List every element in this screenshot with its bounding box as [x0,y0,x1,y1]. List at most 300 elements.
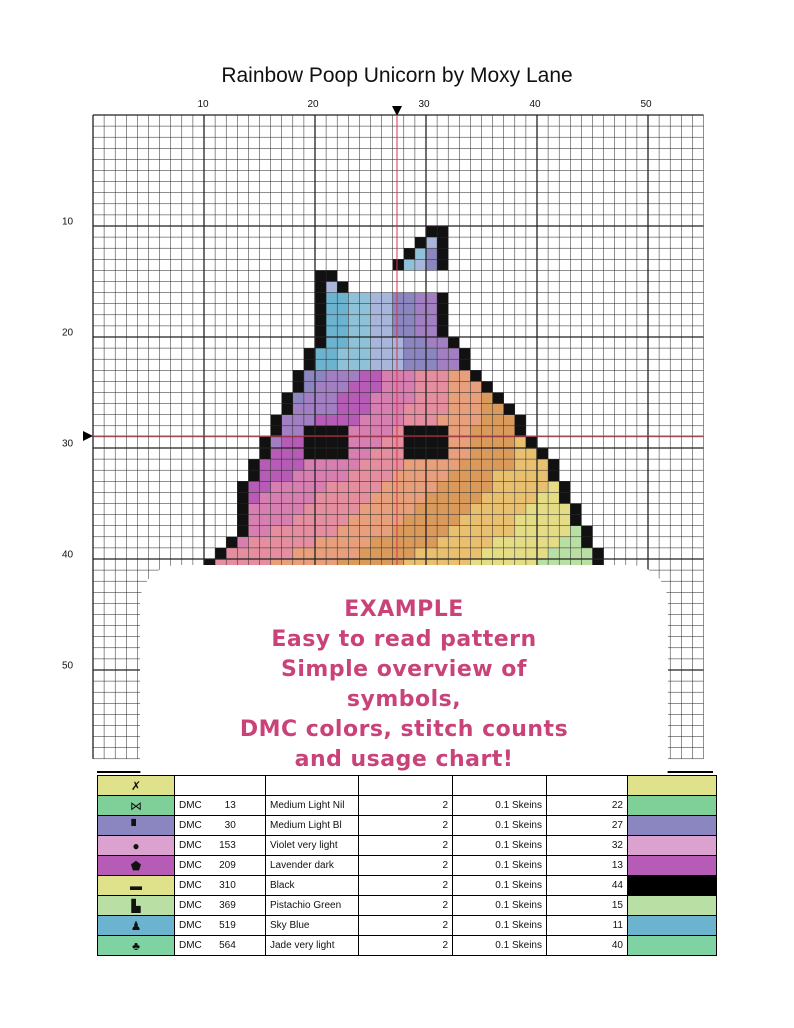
stitch-cell [548,537,559,548]
stitch-cell [393,537,404,548]
legend-floss-cell [175,916,266,936]
stitch-cell [515,426,526,437]
stitch-cell [359,404,370,415]
stitch-cell [326,370,337,381]
stitch-cell [482,515,493,526]
stitch-cell [459,492,470,503]
stitch-cell [426,237,437,248]
callout-line: and usage chart! [294,747,514,772]
stitch-cell [359,293,370,304]
stitch-cell [260,459,271,470]
stitch-cell [271,515,282,526]
stitch-cell [404,259,415,270]
stitch-cell [504,459,515,470]
stitch-cell [382,381,393,392]
stitch-cell [448,492,459,503]
stitch-cell [415,370,426,381]
stitch-cell [470,481,481,492]
stitch-cell [393,548,404,559]
stitch-cell [515,481,526,492]
stitch-cell [326,548,337,559]
eye-stitch [415,448,426,459]
legend-symbol-cell [98,936,175,956]
stitch-cell [459,459,470,470]
legend-color-swatch [628,796,717,816]
stitch-cell [382,459,393,470]
stitch-cell [326,393,337,404]
stitch-cell [293,426,304,437]
stitch-cell [526,437,537,448]
stitch-cell [315,537,326,548]
legend-stitch-count: 22 [547,796,628,816]
stitch-cell [482,526,493,537]
eye-stitch [426,426,437,437]
stitch-cell [426,370,437,381]
stitch-cell [437,537,448,548]
stitch-cell [359,415,370,426]
eye-stitch [415,437,426,448]
stitch-cell [293,459,304,470]
stitch-cell [260,481,271,492]
stitch-cell [448,515,459,526]
legend-strands [359,776,453,796]
stitch-cell [470,370,481,381]
legend-row [98,776,717,796]
stitch-cell [404,370,415,381]
stitch-cell [459,393,470,404]
stitch-cell [359,548,370,559]
stitch-cell [348,404,359,415]
stitch-cell [359,448,370,459]
stitch-cell [337,293,348,304]
stitch-cell [304,393,315,404]
stitch-cell [260,504,271,515]
stitch-cell [371,304,382,315]
stitch-cell [437,293,448,304]
eye-stitch [437,448,448,459]
stitch-cell [393,448,404,459]
stitch-cell [348,415,359,426]
stitch-cell [326,348,337,359]
legend-skeins: 0.1 Skeins [453,796,547,816]
stitch-cell [482,504,493,515]
stitch-cell [348,304,359,315]
stitch-cell [382,470,393,481]
legend-skeins: 0.1 Skeins [453,896,547,916]
stitch-cell [271,437,282,448]
stitch-cell [371,492,382,503]
stitch-cell [348,359,359,370]
stitch-cell [371,293,382,304]
stitch-cell [470,393,481,404]
stitch-cell [437,259,448,270]
legend-color-swatch [628,856,717,876]
stitch-cell [315,526,326,537]
eye-stitch [337,426,348,437]
stitch-cell [437,481,448,492]
stitch-cell [559,537,570,548]
stitch-cell [293,393,304,404]
legend-color-swatch [628,836,717,856]
stitch-cell [393,304,404,315]
x-axis-label: 50 [640,99,652,110]
legend-floss-number: 13 [224,800,236,811]
stitch-cell [282,481,293,492]
stitch-cell [315,337,326,348]
stitch-cell [393,459,404,470]
stitch-cell [393,315,404,326]
stitch-cell [593,548,604,559]
legend-floss-number: 153 [219,840,236,851]
stitch-cell [282,515,293,526]
stitch-cell [348,448,359,459]
stitch-cell [426,404,437,415]
stitch-cell [470,537,481,548]
stitch-cell [293,448,304,459]
callout-line: Easy to read pattern [271,627,537,652]
stitch-cell [448,437,459,448]
stitch-cell [293,481,304,492]
stitch-cell [293,526,304,537]
stitch-cell [415,459,426,470]
stitch-cell [348,504,359,515]
stitch-cell [493,526,504,537]
stitch-cell [448,359,459,370]
stitch-cell [448,348,459,359]
stitch-cell [515,515,526,526]
stitch-cell [304,492,315,503]
stitch-cell [526,515,537,526]
stitch-cell [404,481,415,492]
stitch-cell [482,548,493,559]
legend-skeins: 0.1 Skeins [453,936,547,956]
callout-line: DMC colors, stitch counts [239,717,569,742]
stitch-cell [359,337,370,348]
legend-strands: 2 [359,856,453,876]
stitch-cell [326,315,337,326]
eye-stitch [404,426,415,437]
stitch-cell [248,515,259,526]
stitch-cell [282,504,293,515]
stitch-cell [459,526,470,537]
stitch-cell [337,526,348,537]
stitch-cell [304,359,315,370]
stitch-cell [448,415,459,426]
stitch-cell [348,337,359,348]
stitch-cell [415,381,426,392]
stitch-cell [559,481,570,492]
stitch-cell [404,381,415,392]
legend-color-name: Jade very light [266,936,359,956]
stitch-cell [493,415,504,426]
stitch-cell [515,459,526,470]
stitch-cell [426,515,437,526]
stitch-cell [548,470,559,481]
stitch-cell [304,415,315,426]
stitch-cell [337,304,348,315]
stitch-cell [470,515,481,526]
stitch-cell [537,504,548,515]
legend-strands: 2 [359,916,453,936]
stitch-cell [248,492,259,503]
eye-stitch [326,426,337,437]
stitch-cell [348,348,359,359]
stitch-cell [237,537,248,548]
eye-stitch [315,426,326,437]
legend-brand: DMC [179,940,202,951]
legend-symbol-cell [98,776,175,796]
stitch-cell [260,437,271,448]
stitch-cell [393,526,404,537]
stitch-cell [359,426,370,437]
stitch-cell [415,248,426,259]
stitch-cell [326,304,337,315]
stitch-cell [437,304,448,315]
stitch-cell [337,481,348,492]
stitch-cell [282,404,293,415]
stitch-cell [359,304,370,315]
stitch-cell [504,481,515,492]
stitch-cell [337,459,348,470]
stitch-cell [493,470,504,481]
stitch-cell [271,548,282,559]
stitch-cell [371,359,382,370]
eye-stitch [437,426,448,437]
stitch-cell [437,226,448,237]
legend-row [98,876,717,896]
stitch-cell [515,448,526,459]
stitch-cell [548,526,559,537]
stitch-cell [337,315,348,326]
stitch-cell [326,404,337,415]
stitch-cell [470,504,481,515]
legend-symbol-cell [98,896,175,916]
stitch-cell [271,459,282,470]
stitch-cell [393,393,404,404]
stitch-cell [426,226,437,237]
stitch-cell [404,348,415,359]
stitch-cell [448,381,459,392]
stitch-cell [459,515,470,526]
stitch-cell [359,348,370,359]
stitch-cell [426,415,437,426]
stitch-cell [404,337,415,348]
stitch-cell [348,437,359,448]
stitch-cell [493,393,504,404]
stitch-cell [493,548,504,559]
stitch-cell [393,426,404,437]
stitch-cell [515,526,526,537]
stitch-cell [515,492,526,503]
stitch-cell [337,415,348,426]
stitch-cell [393,437,404,448]
legend-color-swatch [628,876,717,896]
stitch-cell [282,448,293,459]
stitch-cell [371,437,382,448]
legend-floss-cell [175,816,266,836]
stitch-cell [393,359,404,370]
stitch-cell [493,459,504,470]
legend-skeins: 0.1 Skeins [453,816,547,836]
stitch-cell [482,481,493,492]
legend-floss-number: 564 [219,940,236,951]
stitch-cell [382,393,393,404]
stitch-cell [382,337,393,348]
stitch-cell [326,537,337,548]
stitch-cell [493,537,504,548]
eye-stitch [415,426,426,437]
stitch-cell [293,548,304,559]
stitch-cell [526,537,537,548]
stitch-cell [371,370,382,381]
stitch-cell [337,504,348,515]
stitch-cell [448,481,459,492]
stitch-cell [271,470,282,481]
stitch-cell [304,381,315,392]
stitch-cell [482,381,493,392]
stitch-cell [382,426,393,437]
stitch-cell [448,393,459,404]
stitch-cell [493,481,504,492]
stitch-cell [459,448,470,459]
stitch-cell [493,504,504,515]
stitch-cell [315,270,326,281]
stitch-cell [426,393,437,404]
stitch-cell [570,515,581,526]
stitch-cell [470,426,481,437]
stitch-cell [515,437,526,448]
stitch-cell [504,404,515,415]
stitch-cell [348,326,359,337]
legend-skeins: 0.1 Skeins [453,856,547,876]
legend-symbol-cell [98,916,175,936]
legend-skeins: 0.1 Skeins [453,836,547,856]
stitch-cell [470,548,481,559]
stitch-cell [371,526,382,537]
legend-stitch-count: 15 [547,896,628,916]
stitch-cell [559,526,570,537]
eye-stitch [326,437,337,448]
stitch-cell [470,404,481,415]
stitch-cell [348,370,359,381]
stitch-cell [404,248,415,259]
stitch-cell [382,492,393,503]
stitch-cell [260,470,271,481]
stitch-cell [304,470,315,481]
stitch-cell [470,526,481,537]
stitch-cell [526,526,537,537]
legend-floss-cell [175,836,266,856]
stitch-cell [282,426,293,437]
stitch-cell [371,470,382,481]
legend-color-name: Medium Light Bl [266,816,359,836]
stitch-cell [448,459,459,470]
stitch-cell [260,448,271,459]
stitch-cell [415,526,426,537]
legend-floss-cell [175,856,266,876]
stitch-cell [526,459,537,470]
stitch-cell [282,437,293,448]
eye-stitch [304,437,315,448]
stitch-cell [393,326,404,337]
stitch-cell [393,504,404,515]
legend-symbol-cell [98,856,175,876]
y-axis-label: 50 [62,660,74,672]
stitch-cell [426,337,437,348]
stitch-cell [515,504,526,515]
stitch-cell [371,348,382,359]
stitch-cell [404,459,415,470]
stitch-cell [337,548,348,559]
legend-strands: 2 [359,796,453,816]
stitch-cell [359,526,370,537]
eye-stitch [337,437,348,448]
stitch-cell [559,492,570,503]
legend-floss-number: 30 [224,820,236,831]
stitch-cell [248,526,259,537]
stitch-cell [337,337,348,348]
stitch-cell [282,470,293,481]
stitch-cell [459,470,470,481]
legend-floss-number: 209 [219,860,236,871]
stitch-cell [482,404,493,415]
stitch-cell [282,459,293,470]
stitch-cell [315,492,326,503]
stitch-cell [326,526,337,537]
stitch-cell [371,459,382,470]
stitch-cell [393,381,404,392]
stitch-cell [504,492,515,503]
stitch-cell [348,470,359,481]
legend-stitch-count [547,776,628,796]
stitch-cell [315,515,326,526]
stitch-cell [260,537,271,548]
legend-floss-cell [175,876,266,896]
stitch-cell [459,437,470,448]
stitch-cell [448,504,459,515]
stitch-cell [248,459,259,470]
stitch-cell [526,470,537,481]
stitch-cell [348,515,359,526]
stitch-cell [415,237,426,248]
stitch-cell [348,481,359,492]
legend-row [98,856,717,876]
stitch-cell [393,404,404,415]
page-title: Rainbow Poop Unicorn by Moxy Lane [221,64,573,87]
stitch-cell [315,404,326,415]
legend-symbol-cell [98,816,175,836]
stitch-cell [426,481,437,492]
stitch-cell [415,259,426,270]
stitch-cell [459,504,470,515]
stitch-cell [426,348,437,359]
stitch-cell [359,470,370,481]
stitch-cell [482,426,493,437]
stitch-cell [248,481,259,492]
stitch-cell [248,548,259,559]
stitch-cell [293,537,304,548]
stitch-cell [537,515,548,526]
stitch-cell [426,459,437,470]
legend-stitch-count: 27 [547,816,628,836]
stitch-cell [448,470,459,481]
stitch-cell [504,504,515,515]
stitch-cell [282,415,293,426]
stitch-cell [304,526,315,537]
legend-color-name: Medium Light Nil [266,796,359,816]
stitch-cell [404,315,415,326]
stitch-cell [393,492,404,503]
